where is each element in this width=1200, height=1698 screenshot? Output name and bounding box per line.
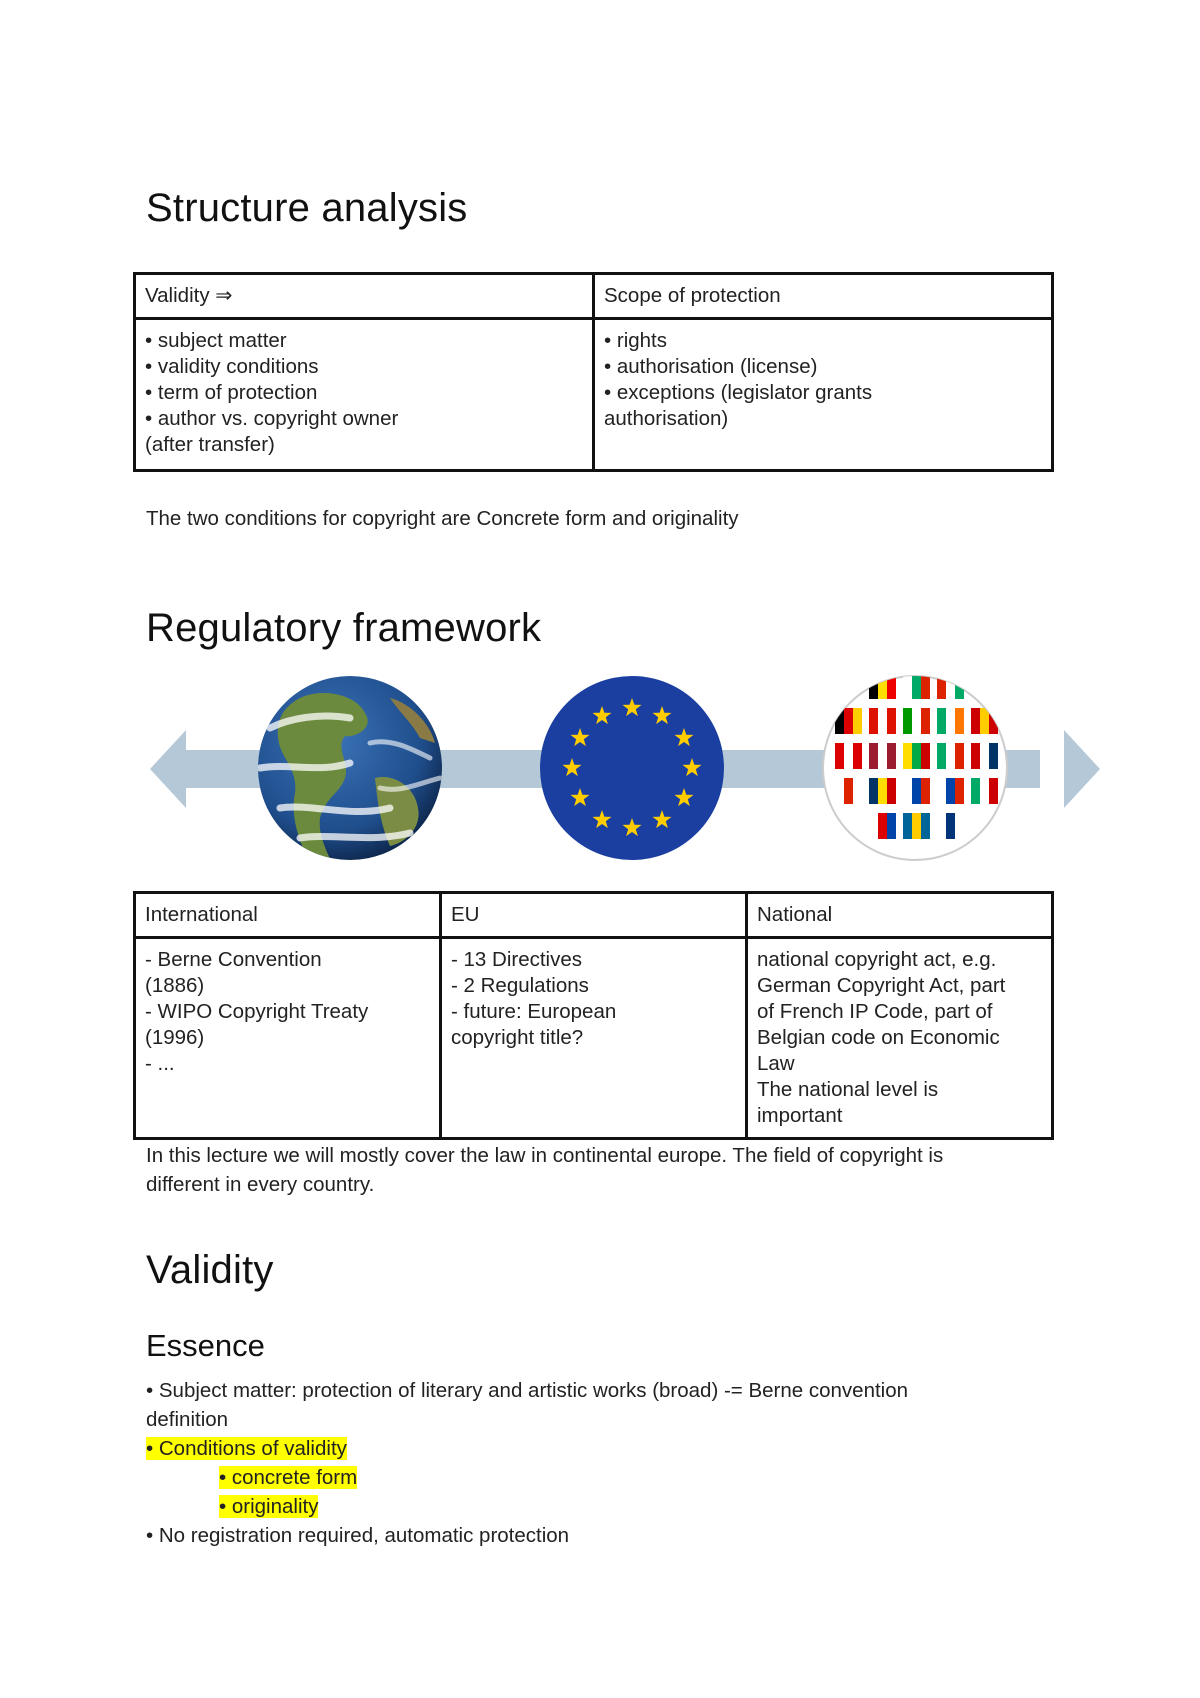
flag-stripe — [980, 708, 989, 734]
highlighted-text: • originality — [219, 1495, 319, 1518]
flag-stripe — [971, 778, 980, 804]
list-item: - ... — [145, 1052, 175, 1075]
table-row — [135, 938, 1053, 1139]
flag-stripe — [937, 673, 946, 699]
flag-stripe — [946, 778, 955, 804]
list-item: - 2 Regulations — [451, 974, 589, 997]
eu-items — [441, 938, 747, 1139]
flag-stripe — [887, 778, 896, 804]
list-item: • No registration required, automatic protection — [146, 1524, 570, 1547]
regulatory-table — [133, 891, 1054, 1140]
list-item: - 13 Directives — [451, 948, 583, 971]
flag-stripe — [903, 673, 912, 699]
list-item: definition — [146, 1408, 229, 1431]
flag-stripe — [853, 778, 862, 804]
header-international: International — [135, 893, 441, 938]
flag-stripe — [955, 673, 964, 699]
flag-stripe — [878, 813, 887, 839]
flag-stripe — [835, 778, 844, 804]
flag-stripe — [937, 743, 946, 769]
list-item: national copyright act, e.g. — [757, 948, 997, 971]
flag-stripe — [955, 743, 964, 769]
list-item: Law — [757, 1052, 795, 1075]
list-item: German Copyright Act, part — [757, 974, 1006, 997]
flag-stripe — [989, 708, 998, 734]
list-item: • authorisation (license) — [604, 355, 818, 378]
heading-validity: Validity — [146, 1248, 274, 1292]
structure-note: The two conditions for copyright are Concrete form and originality — [146, 507, 739, 530]
flag-stripe — [946, 813, 955, 839]
flag-stripe — [878, 673, 887, 699]
flag-stripe — [946, 673, 955, 699]
flag-stripe — [887, 743, 896, 769]
header-scope-of-protection: Scope of protection — [594, 274, 1053, 319]
flag-stripe — [955, 778, 964, 804]
flag-stripe — [989, 778, 998, 804]
flag-stripe — [946, 743, 955, 769]
header-validity: Validity ⇒ — [135, 274, 594, 319]
flag-stripe — [869, 743, 878, 769]
flag-stripe — [921, 743, 930, 769]
list-item: (after transfer) — [145, 433, 275, 456]
flag-stripe — [989, 743, 998, 769]
list-item: Belgian code on Economic — [757, 1026, 1000, 1049]
flag-stripe — [921, 778, 930, 804]
list-item: • author vs. copyright owner — [145, 407, 399, 430]
list-item: - future: European — [451, 1000, 617, 1023]
list-item: • rights — [604, 329, 668, 352]
flag-stripe — [937, 708, 946, 734]
flag-stripe — [937, 778, 946, 804]
list-item: • term of protection — [145, 381, 318, 404]
flag-stripe — [869, 813, 878, 839]
flag-stripe — [955, 708, 964, 734]
flag-stripe — [887, 673, 896, 699]
flag-stripe — [887, 813, 896, 839]
header-eu: EU — [441, 893, 747, 938]
flag-stripe — [921, 708, 930, 734]
list-item — [146, 1434, 1056, 1463]
flag-stripe — [878, 778, 887, 804]
flag-stripe — [844, 743, 853, 769]
regulatory-note-line-1: In this lecture we will mostly cover the law in continental europe. The field of copyright is — [146, 1144, 944, 1167]
flag-stripe — [912, 743, 921, 769]
flag-stripe — [971, 743, 980, 769]
list-item: - Berne Convention — [145, 948, 322, 971]
list-item: (1886) — [145, 974, 205, 997]
flag-stripe — [921, 813, 930, 839]
flag-stripe — [844, 708, 853, 734]
list-item: of French IP Code, part of — [757, 1000, 993, 1023]
flag-stripe — [878, 743, 887, 769]
header-national: National — [747, 893, 1053, 938]
flag-stripe — [912, 778, 921, 804]
list-item: • validity conditions — [145, 355, 319, 378]
regulatory-note-line-2: different in every country. — [146, 1173, 375, 1196]
table-header-row — [135, 893, 1053, 938]
flag-stripe — [853, 743, 862, 769]
flag-stripe — [853, 708, 862, 734]
list-item: • exceptions (legislator grants — [604, 381, 873, 404]
flag-stripe — [971, 708, 980, 734]
list-item — [146, 1463, 1056, 1492]
list-item: • subject matter — [145, 329, 287, 352]
flag-stripe — [903, 778, 912, 804]
flag-stripe — [903, 708, 912, 734]
flag-stripe — [937, 813, 946, 839]
essence-list — [146, 1376, 1056, 1550]
flag-stripe — [980, 743, 989, 769]
flag-stripe — [887, 708, 896, 734]
list-item: authorisation) — [604, 407, 729, 430]
national-flags-icon — [823, 673, 1007, 860]
flag-stripe — [903, 743, 912, 769]
globe-icon — [258, 676, 442, 863]
flag-stripe — [869, 708, 878, 734]
flag-stripe — [878, 708, 887, 734]
table-row — [135, 319, 1053, 471]
flag-stripe — [835, 708, 844, 734]
flag-stripe — [912, 813, 921, 839]
international-items — [135, 938, 441, 1139]
list-item: important — [757, 1104, 843, 1127]
structure-table — [133, 272, 1054, 472]
flag-stripe — [912, 673, 921, 699]
flag-stripe — [980, 778, 989, 804]
list-item: (1996) — [145, 1026, 205, 1049]
list-item: • Subject matter: protection of literary and artistic works (broad) -= Berne convention — [146, 1379, 909, 1402]
highlighted-text: • concrete form — [219, 1466, 358, 1489]
national-items — [747, 938, 1053, 1139]
list-item: copyright title? — [451, 1026, 584, 1049]
validity-items — [135, 319, 594, 471]
regulatory-levels-illustration — [150, 668, 1100, 868]
list-item — [146, 1492, 1056, 1521]
flag-stripe — [955, 813, 964, 839]
heading-structure-analysis: Structure analysis — [146, 186, 468, 230]
subheading-essence: Essence — [146, 1328, 265, 1363]
eu-flag-icon — [540, 676, 724, 860]
scope-items — [594, 319, 1053, 471]
flag-stripe — [869, 778, 878, 804]
flag-stripe — [912, 708, 921, 734]
regulatory-note — [146, 1141, 1046, 1199]
heading-regulatory-framework: Regulatory framework — [146, 606, 542, 650]
highlighted-text: • Conditions of validity — [146, 1437, 347, 1460]
list-item: - WIPO Copyright Treaty — [145, 1000, 369, 1023]
flag-stripe — [835, 743, 844, 769]
list-item: The national level is — [757, 1078, 939, 1101]
flag-stripe — [946, 708, 955, 734]
flag-stripe — [869, 673, 878, 699]
flag-stripe — [844, 778, 853, 804]
table-header-row — [135, 274, 1053, 319]
flag-stripe — [903, 813, 912, 839]
